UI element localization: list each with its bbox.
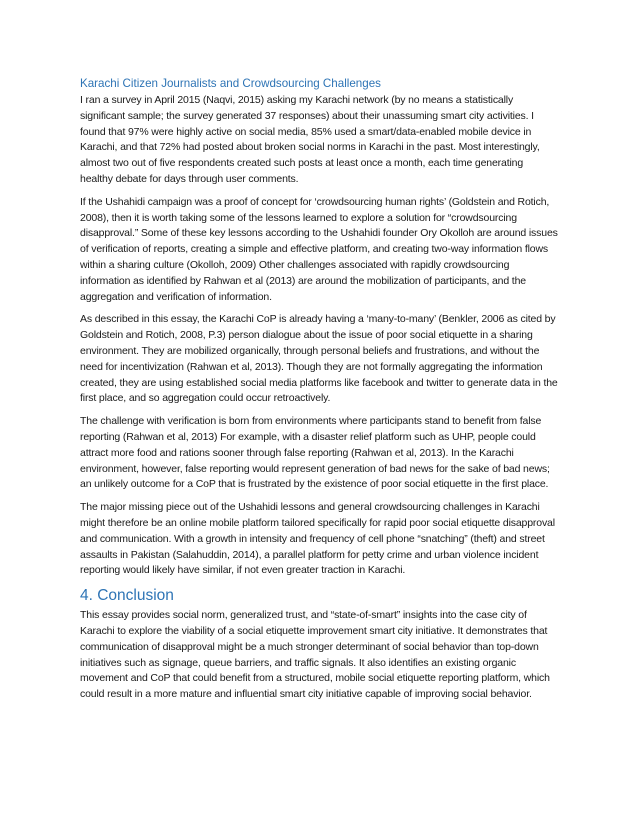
paragraph-verification: The challenge with verification is born from environments where participants stand to benefit from false reporting (Rahwan et al, 2013) For example, with a disaster relief platform such as UHP, people could attract more food and rations sooner through false reporting (Rahwan et al, 2013). In the Karachi environment, however, false reporting would represent generation of bad news for the sake of bad news; an unlikely outcome for a CoP that is frustrated by the existence of poor social etiquette in the first place.	[80, 415, 550, 491]
paragraph-survey: I ran a survey in April 2015 (Naqvi, 2015) asking my Karachi network (by no means a statistically significant sample; the survey generated 37 responses) about their unassuming smart city activities. I found that 97% were highly active on social media, 85% used a smart/data-enabled mobile device in Karachi, and that 72% had posted about broken social norms in Karachi in the past. Most interestingly, almost two out of five respondents created such posts at least once a month, each time generating healthy debate for days through user comments.	[80, 94, 540, 185]
paragraph-conclusion: This essay provides social norm, generalized trust, and “state-of-smart” insights into the case city of Karachi to explore the viability of a social etiquette improvement smart city initiative. It demonstrates that communication of disapproval might be a much stronger determinant of social behavior than top-down initiatives such as signage, queue barriers, and traffic signals. It also identifies an existing organic movement and CoP that could benefit from a structured, mobile social etiquette reporting platform, which could result in a more mature and influential smart city initiative capable of improving social behavior.	[80, 609, 550, 701]
document-page	[80, 76, 558, 710]
paragraph-missing-piece: The major missing piece out of the Ushahidi lessons and general crowdsourcing challenges in Karachi might therefore be an online mobile platform tailored specifically for rapid poor social etiquette disapproval and communication. With a growth in intensity and frequency of cell phone “snatching” (theft) and street assaults in Pakistan (Salahuddin, 2014), a parallel platform for petty crime and urban violence incident reporting would likely have similar, if not even greater traction in Karachi.	[80, 501, 555, 577]
section-subheading: Karachi Citizen Journalists and Crowdsourcing Challenges	[80, 77, 381, 90]
paragraph-ushahidi: If the Ushahidi campaign was a proof of concept for ‘crowdsourcing human rights’ (Goldstein and Rotich, 2008), then it is worth taking some of the lessons learned to explore a solution for “crowdsourcing disapproval.” Some of these key lessons according to the Ushahidi founder Ory Okolloh are around issues of verification of reports, creating a simple and effective platform, and creating two-way information flows within a sharing culture (Okolloh, 2009) Other challenges associated with rapidly crowdsourcing information as identified by Rahwan et al (2013) are around the mobilization of participants, and the aggregation and verification of information.	[80, 195, 558, 303]
conclusion-heading: 4. Conclusion	[80, 587, 174, 605]
paragraph-karachi-cop: As described in this essay, the Karachi CoP is already having a ‘many-to-many’ (Benkler, 2006 as cited by Goldstein and Rotich, 2008, P.3) person dialogue about the issue of poor social etiquette in a sharing environment. They are mobilized organically, through personal beliefs and frustrations, and without the need for incentivization (Rahwan et al, 2013). Though they are not formally aggregating the information created, they are using established social media platforms like facebook and twitter to generate data in the first place, and so aggregation could occur retroactively.	[80, 313, 558, 405]
